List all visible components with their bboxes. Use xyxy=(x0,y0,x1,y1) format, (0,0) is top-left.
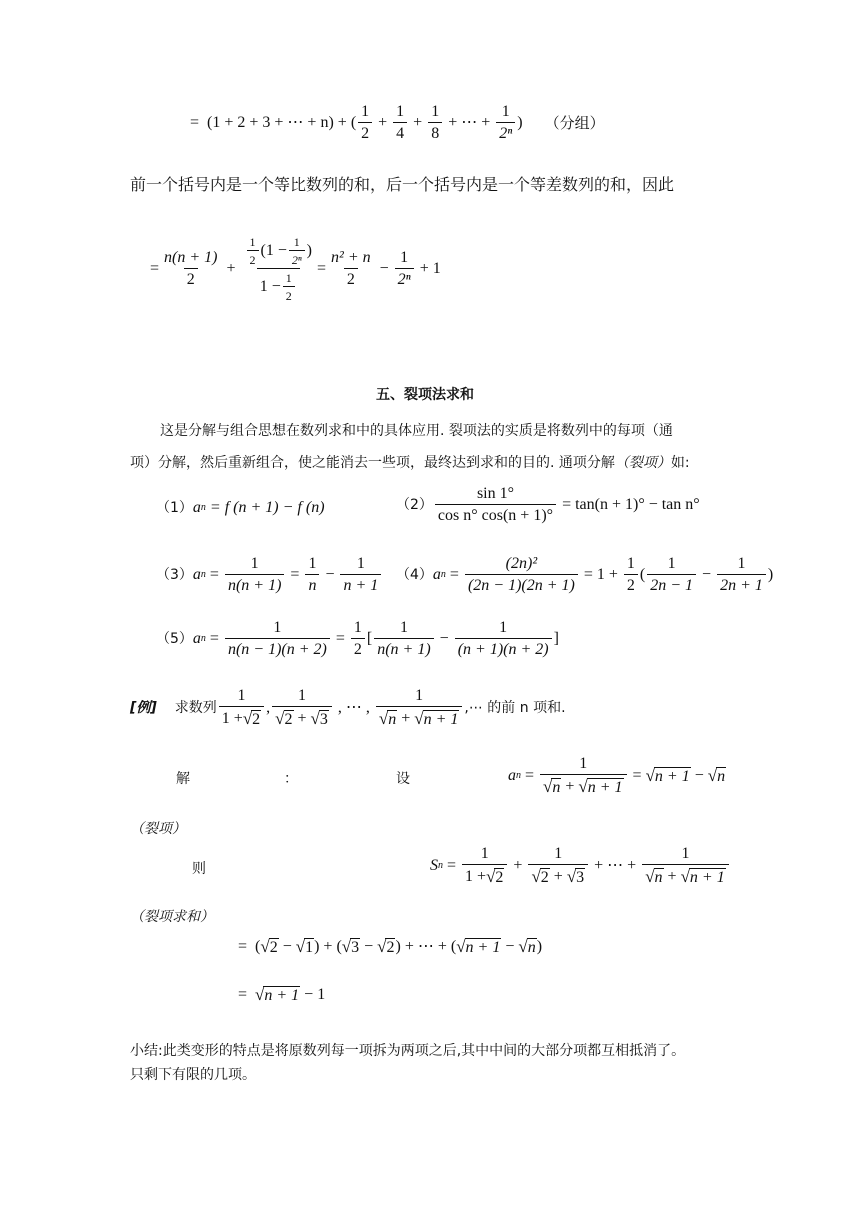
item-label: （2） xyxy=(396,497,433,513)
solution-an: a n = 1 √ n + √ n + 1 = √ n + 1 − √ n xyxy=(508,755,726,796)
item-2: （2） $\frac{\sin 1^\circ}{\text{cos n° cos(n + 1)°}}$ = tan(n + 1)° − tan n° xyxy=(396,485,700,524)
result-line: = √ n + 1 − 1 xyxy=(238,985,326,1004)
item-label: （5） xyxy=(156,631,193,647)
eq-sign: = xyxy=(150,260,160,277)
frac-result: $\frac{\text{n² + n}}{2}$ xyxy=(331,249,371,288)
frac-2n: $\frac{1}{\text{2ⁿ}}$ xyxy=(395,250,414,288)
frac-2n: $\frac{1}{\text{2ⁿ}}$ xyxy=(496,104,515,142)
plus-one: + 1 xyxy=(419,260,441,277)
intro-text: 项）分解，然后重新组合，使之能消去一些项，最终达到求和的目的. 通项分解 xyxy=(130,455,615,471)
minus-sign: − xyxy=(379,260,389,277)
item-5: （5） a n = $\frac{1}{n(n - 1)(n + 2)}$ = $\frac{1}{2}$ [ $\frac{1}{n(n + 1)}$ − $\frac{1}{(n + 1)(n + 2)}$ ] xyxy=(156,619,559,658)
item-label: （1） xyxy=(156,500,193,516)
intro-line-1: 这是分解与组合思想在数列求和中的具体应用. 裂项法的实质是将数列中的每项（通 xyxy=(160,423,673,439)
dots: + ⋯ + xyxy=(448,114,491,131)
frac-geo-sum: $\frac{1}{2}$ (1 − $\frac{1}{\text{2ⁿ}}$ ) 1 − $\frac{1}{2}$ xyxy=(242,236,315,302)
summary-line-1: 小结:此类变形的特点是将原数列每一项拆为两项之后,其中中间的大部分项都互相抵消了。 xyxy=(130,1043,686,1059)
section-title: 五、裂项法求和 xyxy=(376,387,474,403)
frac-quarter: $\frac{1}{4}$ xyxy=(393,104,407,142)
item-label: （4） xyxy=(396,567,433,583)
frac-eighth: $\frac{1}{8}$ xyxy=(428,104,442,142)
item-4: （4） a n = $\frac{\text{(2n)²}}{(2n - 1)(2n + 1)}$ = 1 + $\frac{1}{2}$ ( $\frac{1}{2n - 1}$ − $\frac{1}{2n + 1}$ ) xyxy=(396,555,774,594)
intro-colon: 如: xyxy=(670,455,690,471)
plus-sign: + xyxy=(337,114,347,131)
solution-she: 设 xyxy=(396,771,410,787)
note-split: （裂项） xyxy=(130,821,186,837)
solution-colon: ： xyxy=(284,771,298,787)
eq-sign: = xyxy=(190,114,200,131)
solution-ze: 则 xyxy=(192,861,206,877)
intro-line-2 xyxy=(130,452,690,472)
frac-half: $\frac{1}{2}$ xyxy=(358,104,372,142)
frac-arith-sum: $\frac{n(n + 1)}{2}$ xyxy=(164,249,218,288)
paren-open: ( xyxy=(350,114,357,131)
paren-close: ) xyxy=(517,114,523,131)
explanation-text: 前一个括号内是一个等比数列的和，后一个括号内是一个等差数列的和，因此 xyxy=(130,175,675,194)
solution-sn: S n = 1 1 + √ 2 + 1 √ 2 + √ 3 + ⋯ + 1 √ n + √ n + 1 xyxy=(430,846,731,886)
example-tag: [例] xyxy=(130,700,157,716)
group-arith: (1 + 2 + 3 + ⋯ + n) xyxy=(207,114,334,131)
example-line: [例] 求数列 1 1 + √ 2 , 1 √ 2 + √ 3 , ⋯ , 1 √ n + √ n + 1 ,⋯ 的前 n 项和. xyxy=(130,687,566,728)
item-1: （1） a n = f (n + 1) − f (n) xyxy=(156,499,325,516)
item-1-rhs: = f (n + 1) − f (n) xyxy=(209,499,325,516)
item-3: （3） a n = $\frac{1}{n(n + 1)}$ = $\frac{1}{n}$ − $\frac{1}{n + 1}$ xyxy=(156,556,383,594)
note-grouping: （分组） xyxy=(544,113,605,132)
equation-sum: = $\frac{n(n + 1)}{2}$ + $\frac{1}{2}$ (1 − $\frac{1}{\text{2ⁿ}}$ ) 1 − $\frac{1}{2}$ = $\frac{\text{n² + n}}{2}$ − $\frac{1}{\text{2ⁿ}}$ + 1 xyxy=(150,235,441,303)
intro-italic: （裂项） xyxy=(614,455,671,471)
note-split-sum: （裂项求和） xyxy=(130,909,214,925)
eq-sign-2: = xyxy=(316,260,327,277)
telescoping-line: = ( √ 2 − √ 1 ) + ( √ 3 − √ 2 ) + ⋯ + ( √ n + 1 − √ n ) xyxy=(238,937,543,956)
example-tail: ,⋯ 的前 n 项和. xyxy=(464,700,566,716)
item-label: （3） xyxy=(156,567,193,583)
item-2-rhs: = tan(n + 1)° − tan n° xyxy=(562,496,700,513)
example-text: 求数列 xyxy=(174,700,217,716)
solution-jie: 解 xyxy=(176,771,190,787)
equation-grouping: = (1 + 2 + 3 + ⋯ + n) + ( $\frac{1}{2}$ + $\frac{1}{4}$ + $\frac{1}{8}$ + ⋯ + $\frac{1}{\text{2ⁿ}}$ ) （分组） xyxy=(190,103,605,142)
summary-line-2: 只剩下有限的几项。 xyxy=(130,1067,256,1083)
